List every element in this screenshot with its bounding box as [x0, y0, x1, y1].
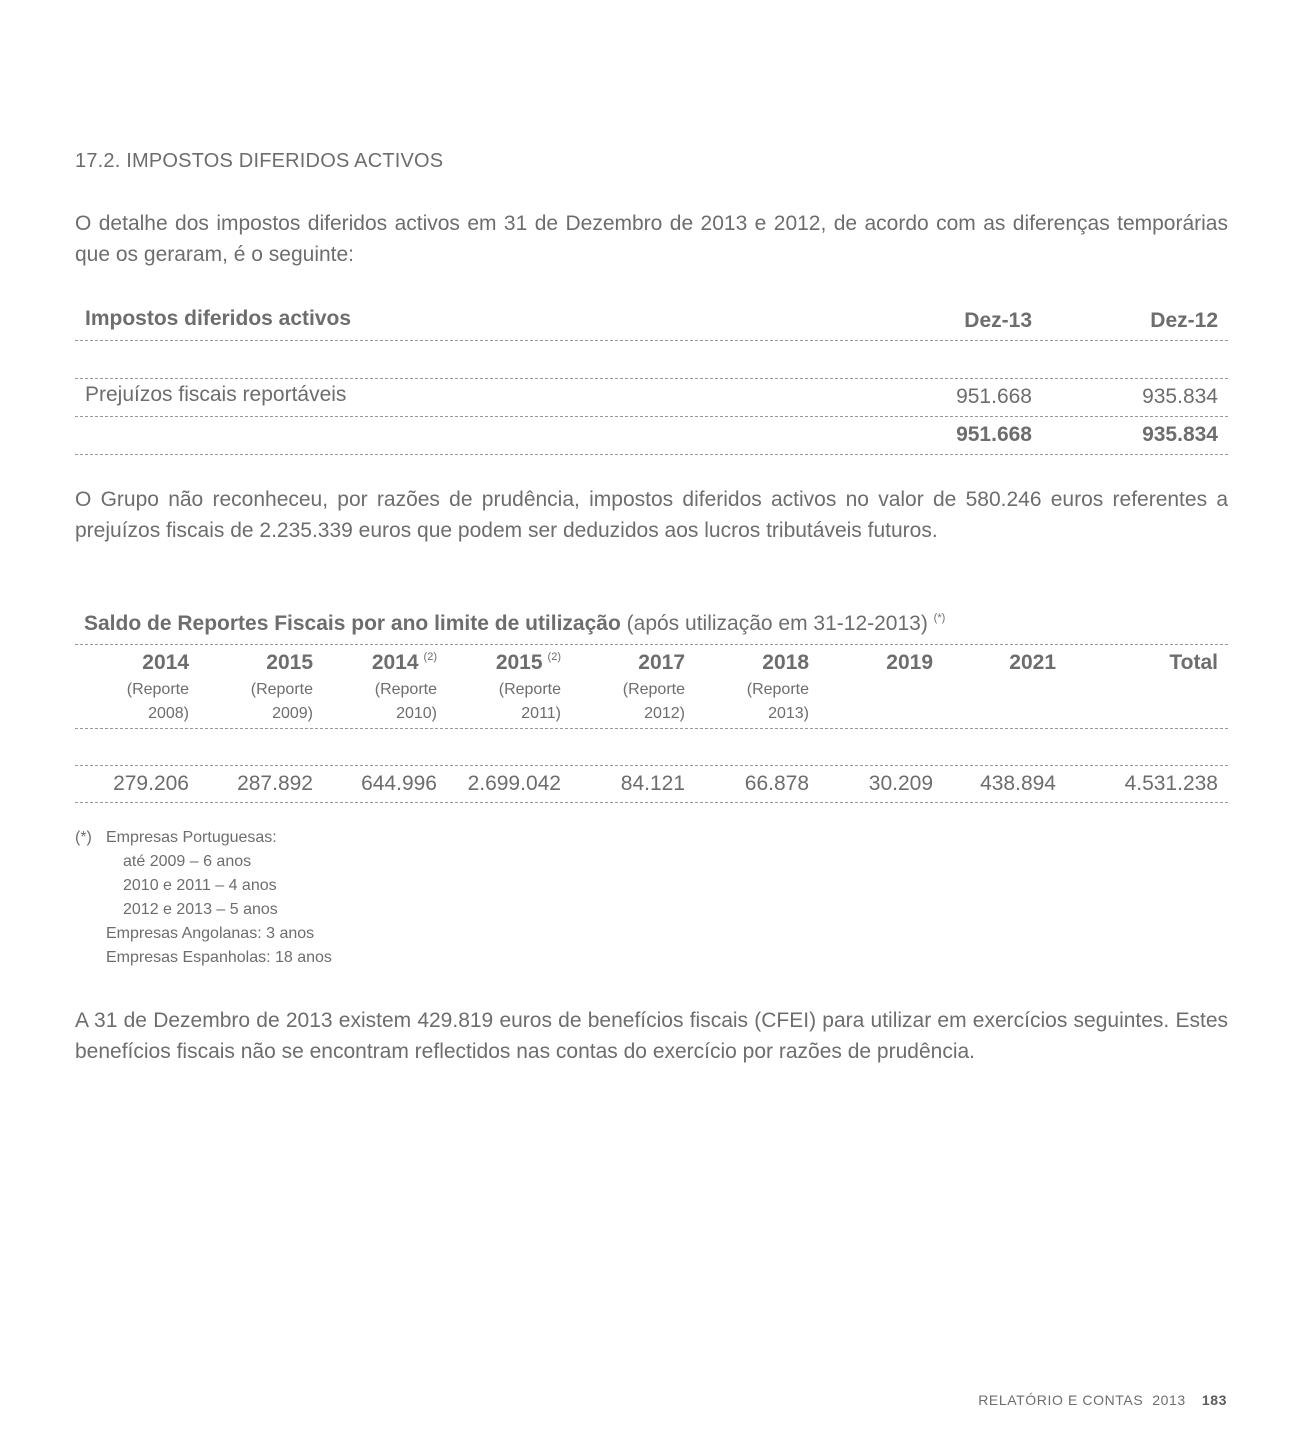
column-year-text: 2015 — [495, 651, 543, 674]
column-note: (2) — [423, 651, 437, 663]
table2-header-cell — [1009, 645, 1056, 675]
intro-paragraph: O detalhe dos impostos diferidos activos em 31 de Dezembro de 2013 e 2012, de acordo com as diferenças temporárias que os geraram, é o seguinte: — [75, 212, 1228, 266]
table2-value-cell: 287.892 — [237, 772, 313, 795]
column-year-text: 2018 — [762, 651, 809, 674]
column-subtitle: (Reporte — [126, 681, 189, 698]
footnote-line: Empresas Portuguesas: — [106, 829, 277, 846]
row-dez12: 935.834 — [1142, 385, 1218, 408]
column-subtitle: (Reporte — [374, 681, 437, 698]
column-subtitle: (Reporte — [250, 681, 313, 698]
column-year-text: 2014 — [371, 651, 419, 674]
page-footer — [978, 1392, 1227, 1408]
column-year — [372, 651, 437, 675]
column-year — [127, 651, 189, 675]
column-subtitle: 2009) — [272, 705, 313, 722]
section-title: 17.2. IMPOSTOS DIFERIDOS ACTIVOS — [75, 150, 444, 172]
table2-title-note: (*) — [933, 612, 946, 624]
unrecognized-paragraph: O Grupo não reconheceu, por razões de prudência, impostos diferidos activos no valor de 580.246 euros referentes a prejuízos fiscais de 2.235.339 euros que podem ser deduzidos aos lucros tributáveis futuros. — [75, 488, 1228, 542]
table2-header-cell — [1169, 645, 1218, 675]
table2-value-cell: 30.209 — [868, 772, 933, 795]
benefits-paragraph: A 31 de Dezembro de 2013 existem 429.819 euros de benefícios fiscais (CFEI) para utilizar em exercícios seguintes. Estes benefícios fiscais não se encontram reflectidos nas contas do exercício por razões de prudência. — [75, 1009, 1228, 1063]
column-note: (2) — [547, 651, 561, 663]
deferred-tax-table — [75, 303, 1228, 455]
column-year — [1009, 651, 1056, 675]
table2-value-cell: 4.531.238 — [1124, 772, 1218, 795]
table2-header-cell — [886, 645, 933, 675]
footnote-line: até 2009 – 6 anos — [123, 853, 252, 870]
table2-value-cell: 279.206 — [113, 772, 189, 795]
footnote-mark: (*) — [75, 829, 92, 846]
column-year — [747, 651, 809, 675]
table2-title-rest: (após utilização em 31-12-2013) — [626, 612, 928, 635]
column-year-text: 2021 — [1009, 651, 1056, 674]
table2-header-cell — [372, 645, 437, 726]
column-subtitle: 2012) — [644, 705, 685, 722]
table2-value-cell: 66.878 — [744, 772, 809, 795]
table-row — [75, 379, 1228, 417]
table2-header-cell — [747, 645, 809, 726]
table2-header-cell — [251, 645, 313, 726]
total-dez13: 951.668 — [956, 423, 1032, 446]
column-year-text: 2015 — [266, 651, 313, 674]
column-subtitle: (Reporte — [498, 681, 561, 698]
footnote-line: 2010 e 2011 – 4 anos — [123, 877, 277, 894]
column-year-text: Total — [1169, 651, 1218, 674]
column-year — [496, 651, 561, 675]
column-subtitle: 2011) — [521, 705, 561, 722]
column-subtitle: 2013) — [768, 705, 809, 722]
table2-value-cell: 438.894 — [980, 772, 1056, 795]
header-label: Impostos diferidos activos — [85, 307, 352, 330]
total-dez12: 935.834 — [1142, 423, 1218, 446]
tax-carryforward-table — [75, 644, 1228, 803]
column-year-text: 2019 — [886, 651, 933, 674]
column-subtitle: 2008) — [148, 705, 189, 722]
column-year — [1169, 651, 1218, 675]
footnote-line: 2012 e 2013 – 5 anos — [123, 901, 278, 918]
table2-spacer-row — [75, 729, 1228, 766]
row-label: Prejuízos fiscais reportáveis — [85, 383, 347, 406]
column-year-text: 2014 — [142, 651, 189, 674]
table2-title — [84, 612, 945, 636]
column-subtitle: 2010) — [396, 705, 437, 722]
table2-header-row — [75, 645, 1228, 729]
column-subtitle: (Reporte — [622, 681, 685, 698]
table-spacer-row — [75, 341, 1228, 379]
column-year — [251, 651, 313, 675]
page-number: 183 — [1201, 1392, 1227, 1408]
column-year-text: 2017 — [638, 651, 685, 674]
footnote-line: Empresas Angolanas: 3 anos — [106, 925, 315, 942]
footnote-line: Empresas Espanholas: 18 anos — [106, 949, 332, 966]
table2-title-bold: Saldo de Reportes Fiscais por ano limite de utilização — [84, 612, 621, 635]
table2-value-cell: 644.996 — [361, 772, 437, 795]
row-dez13: 951.668 — [956, 385, 1032, 408]
column-year — [623, 651, 685, 675]
table2-value-cell: 84.121 — [620, 772, 685, 795]
table2-header-cell — [496, 645, 561, 726]
table2-header-cell — [127, 645, 189, 726]
column-year — [886, 651, 933, 675]
column-subtitle: (Reporte — [746, 681, 809, 698]
header-dez13: Dez-13 — [964, 309, 1032, 332]
table2-header-cell — [623, 645, 685, 726]
table2-values-row — [75, 766, 1228, 803]
header-dez12: Dez-12 — [1150, 309, 1218, 332]
table-total-row — [75, 417, 1228, 455]
table2-value-cell: 2.699.042 — [467, 772, 561, 795]
footer-report-title: RELATÓRIO E CONTAS 2013 — [978, 1392, 1186, 1408]
table-header-row — [75, 303, 1228, 341]
